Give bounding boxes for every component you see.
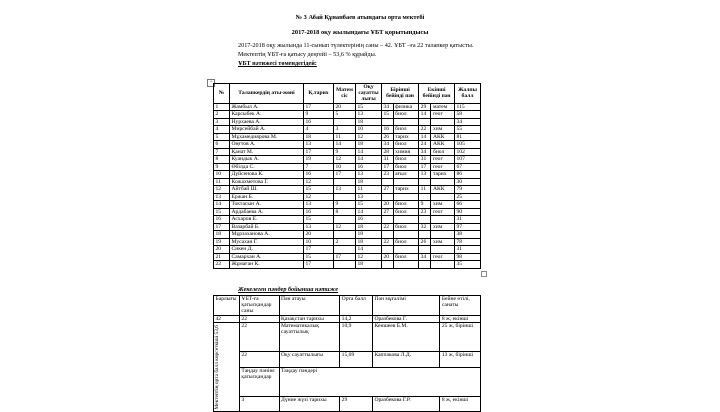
math-score: 9 [334,148,356,156]
row-no: 8 [214,156,230,164]
experience-value: 8 ж, екінші [440,315,481,322]
profile1-score: 20 [382,253,394,261]
profile1-subject [393,118,418,126]
history-score: 16 [304,118,334,126]
student-name: Дүйсенова К. [230,171,304,179]
profile1-score [382,216,394,224]
student-row [214,231,481,239]
profile2-subject: тарих [431,171,455,179]
profile2-subject: хим [431,223,455,231]
total-score: 31 [455,246,481,254]
reading-score: 16 [356,163,382,171]
row-no: 15 [214,208,230,216]
subject-table-header [214,296,481,316]
profile1-subject: биол [393,223,418,231]
history-score: 9 [304,111,334,119]
history-score: 13 [304,201,334,209]
profile1-subject: химия [393,148,418,156]
student-row [214,216,481,224]
row-no: 13 [214,193,230,201]
row-no: 16 [214,216,230,224]
profile2-subject: хим [431,201,455,209]
student-row [214,201,481,209]
student-row [214,186,481,194]
profile2-score: 26 [419,238,431,246]
profile2-subject [431,118,455,126]
student-row [214,156,481,164]
profile2-score: 23 [419,208,431,216]
profile2-score: 24 [419,141,431,149]
teacher-value: Оразбекова Г. [372,315,439,322]
reading-score: 13 [356,111,382,119]
subject-value: Дүние жүзі тарихы [279,396,340,412]
student-name: Вазарбай Б. [230,223,304,231]
student-row [214,103,481,111]
reading-score: 10 [356,126,382,134]
profile1-score [382,178,394,186]
profile2-subject: хим [431,238,455,246]
profile1-score: 23 [382,171,394,179]
reading-score: 12 [356,133,382,141]
col-math: Матем сіс [334,84,356,104]
student-row [214,253,481,261]
total-score: 105 [455,141,481,149]
history-score: 16 [304,171,334,179]
reading-score: 18 [356,238,382,246]
subject-value: Математикалық сауаттылық [279,322,340,351]
history-score: 15 [304,186,334,194]
profile2-subject [431,246,455,254]
total-score: 66 [455,201,481,209]
total-score: 58 [455,111,481,119]
reading-score: 13 [356,193,382,201]
col-name: Талапкердің аты-жөні [230,84,304,104]
reading-score: 18 [356,118,382,126]
history-score: 17 [304,103,334,111]
total-score: 98 [455,253,481,261]
chosen-subjects-row [214,367,481,396]
col-subject: Пән атауы [279,296,340,316]
total-score: 97 [455,223,481,231]
profile1-subject: биол [393,156,418,164]
profile1-score [382,193,394,201]
reading-score: 18 [356,141,382,149]
report-title: 2017-2018 оқу жылындағы ҰБТ қорытындысы [291,29,429,36]
teacher-value: Оразбекова Г.Р. [372,396,439,412]
history-score: 15 [304,253,334,261]
profile1-score: 17 [382,163,394,171]
profile2-subject: геог [431,208,455,216]
history-score: 20 [304,231,334,239]
math-score [334,231,356,239]
subject-row [214,396,481,412]
profile1-score [382,231,394,239]
profile2-subject [431,178,455,186]
history-score: 13 [304,223,334,231]
profile1-subject: физика [393,103,418,111]
profile2-score [419,216,431,224]
reading-score: 14 [356,156,382,164]
table-resize-handle[interactable] [481,271,487,277]
profile1-subject [393,216,418,224]
row-no: 17 [214,223,230,231]
profile2-score: 34 [419,253,431,261]
profile2-score: 32 [419,223,431,231]
student-name: Мусахан Г. [230,238,304,246]
results-subtitle: ҰБТ нәтижесі төмендегідей: [238,60,317,67]
profile1-subject: биол [393,163,418,171]
history-score: 17 [304,261,334,269]
col-no: № [214,84,230,104]
reading-score: 12 [356,253,382,261]
math-score: 9 [334,201,356,209]
total-score: 35 [455,261,481,269]
profile1-subject [393,261,418,269]
reading-score: 16 [356,216,382,224]
participants-value: 22 [239,322,279,351]
profile1-subject: биол [393,141,418,149]
profile2-score: 17 [419,163,431,171]
total-score: 67 [455,163,481,171]
student-name: Карсыбек А. [230,111,304,119]
history-score: 18 [304,133,334,141]
profile2-score: 14 [419,111,431,119]
school-avg-label: Мектептің орта балл көрсеткіші 53,6 [214,324,220,410]
profile2-subject: АКК [431,141,455,149]
math-score: 8 [334,208,356,216]
student-name: Нурхаева А. [230,118,304,126]
math-score [334,118,356,126]
total-score: 81 [455,133,481,141]
profile1-score: 20 [382,201,394,209]
avg-value: 14,2 [340,315,373,322]
total-students-value: 42 [214,315,240,322]
row-no: 2 [214,111,230,119]
teacher-value: Кеншеев Б.М. [372,322,439,351]
profile1-subject: биол [393,238,418,246]
student-row [214,193,481,201]
subject-results-title: Жекелеген пәндер бойынша нәтиже [238,286,339,293]
history-score: 7 [304,163,334,171]
row-no: 6 [214,141,230,149]
profile1-subject: биол [393,126,418,134]
profile2-subject: матем [431,103,455,111]
math-score: 3 [334,126,356,134]
profile2-score: 22 [419,126,431,134]
reading-score: 11 [356,186,382,194]
row-no: 5 [214,133,230,141]
total-score: 79 [455,186,481,194]
student-row [214,223,481,231]
student-name: Айтбай Ш. [230,186,304,194]
intro-line-2: Мектептің ҰБТ-ға қатысу деңгейі – 53,6 % құрайды. [238,51,377,58]
row-no: 3 [214,118,230,126]
col-total: Жалпы балл [455,84,481,104]
experience-value: 8 ж, екінші [440,396,481,412]
student-name: Мирсейбай А. [230,126,304,134]
history-score: 13 [304,141,334,149]
row-no: 10 [214,171,230,179]
student-name: Ержан Б. [230,193,304,201]
row-no: 1 [214,103,230,111]
math-score: 13 [334,186,356,194]
history-score: 10 [304,238,334,246]
total-score: 31 [455,216,481,224]
total-score: 55 [455,126,481,134]
math-score: 17 [334,171,356,179]
profile2-score: 11 [419,186,431,194]
student-row [214,133,481,141]
col-profile-1: Бірінші бейінді пән [382,84,419,104]
profile1-subject: ағыл [393,171,418,179]
math-score [334,193,356,201]
student-row [214,126,481,134]
profile1-score [382,118,394,126]
col-experience: Бейне өтілі, санаты [440,296,481,316]
profile1-subject: биол [393,208,418,216]
teacher-value: Каппакова Л.Д. [372,351,439,367]
participants-value: 3 [239,396,279,412]
results-table-header [214,84,481,104]
profile2-score: 13 [419,171,431,179]
reading-score: 14 [356,246,382,254]
avg-value: 15,09 [340,351,373,367]
school-title: № 3 Абай Құнанбаев атындағы орта мектебі [295,14,425,21]
profile2-subject: геог [431,156,455,164]
math-score: 11 [334,133,356,141]
math-score: 12 [334,223,356,231]
student-name: Оңғтов А. [230,141,304,149]
profile2-subject: геог [431,253,455,261]
row-no: 21 [214,253,230,261]
profile2-subject [431,216,455,224]
student-row [214,208,481,216]
math-score: 12 [334,156,356,164]
participants-value: 22 [239,351,279,367]
student-row [214,141,481,149]
profile2-subject: хим [431,126,455,134]
reading-score: 13 [356,171,382,179]
history-score: 12 [304,193,334,201]
row-no: 11 [214,178,230,186]
profile2-score [419,178,431,186]
profile1-subject: биол [393,111,418,119]
profile1-score: 22 [382,238,394,246]
total-score: 90 [455,208,481,216]
math-score [334,178,356,186]
col-total-students: Барлығы [214,296,240,316]
subject-row [214,322,481,351]
experience-value: 25 ж, бірінші [440,322,481,351]
profile2-score [419,231,431,239]
experience-value: 13 ж, бірінші [440,351,481,367]
col-profile-2: Екінші бейінді пән [419,84,455,104]
history-score: 12 [304,178,334,186]
student-name: Мұхамедиярова М. [230,133,304,141]
row-no: 19 [214,238,230,246]
profile2-score [419,261,431,269]
total-score: 38 [455,231,481,239]
school-avg-cell [214,322,240,412]
row-no: 18 [214,231,230,239]
profile1-score: 31 [382,156,394,164]
row-no: 9 [214,163,230,171]
subject-value: Қазақстан тарихы [279,315,340,322]
reading-score: 15 [356,201,382,209]
profile1-score: 27 [382,208,394,216]
profile2-score [419,193,431,201]
total-score: 25 [455,193,481,201]
student-row [214,171,481,179]
student-name: Жұмаған К. [230,261,304,269]
student-name: Ардабаева А. [230,208,304,216]
total-score: 30 [455,178,481,186]
profile1-subject: тарих [393,186,418,194]
col-teacher: Пән мұғалімі [372,296,439,316]
subject-row [214,351,481,367]
col-reading: Оқу сауатты лығы [356,84,382,104]
row-no: 12 [214,186,230,194]
chosen-subjects-header: Таңдау пәндері [279,367,480,396]
profile2-score: 9 [419,201,431,209]
math-score [334,261,356,269]
profile2-subject: геог [431,163,455,171]
reading-score: 18 [356,261,382,269]
math-score: 20 [334,103,356,111]
profile1-score: 16 [382,126,394,134]
math-score [334,246,356,254]
math-score [334,216,356,224]
total-score: 78 [455,238,481,246]
col-history: Қ.тарих [304,84,334,104]
profile2-score [419,118,431,126]
reading-score: 14 [356,208,382,216]
profile2-score: 31 [419,156,431,164]
row-no: 22 [214,261,230,269]
profile1-score: 26 [382,133,394,141]
profile1-subject [393,246,418,254]
col-participants: ҰБТ-ға қатысқандар саны [239,296,279,316]
math-score: 14 [334,141,356,149]
profile1-subject: тарих [393,133,418,141]
math-score: 2 [334,238,356,246]
student-name: Кожахметова Г. [230,178,304,186]
profile1-score: 22 [382,223,394,231]
total-score: 107 [455,156,481,164]
student-row [214,246,481,254]
profile1-score [382,261,394,269]
chosen-participants-label: Таңдау пәнінє қатысқандар [239,367,279,396]
profile1-score: 28 [382,148,394,156]
profile1-score: 15 [382,111,394,119]
reading-score: 18 [356,231,382,239]
avg-value: 29 [340,396,373,412]
profile1-score [382,246,394,254]
profile2-subject [431,193,455,201]
col-avg: Орта балл [340,296,373,316]
student-row [214,118,481,126]
profile2-subject [431,231,455,239]
student-row [214,148,481,156]
student-row [214,111,481,119]
student-row [214,163,481,171]
table-move-handle-icon[interactable]: + [207,79,215,87]
history-score: 16 [304,208,334,216]
profile1-subject: биол [393,253,418,261]
student-name: Мұрзаханова А. [230,231,304,239]
profile2-subject [431,261,455,269]
subject-results-table [213,295,481,412]
profile2-subject: АКК [431,186,455,194]
reading-score: 15 [356,103,382,111]
row-no: 14 [214,201,230,209]
profile2-subject: биол [431,148,455,156]
results-table [213,83,481,269]
reading-score: 18 [356,178,382,186]
profile1-subject [393,231,418,239]
profile2-score [419,246,431,254]
profile2-subject: геог [431,111,455,119]
reading-score: 14 [356,148,382,156]
profile1-subject [393,193,418,201]
total-score: 102 [455,148,481,156]
math-score: 5 [334,111,356,119]
math-score: 10 [334,163,356,171]
student-name: Өбілда С. [230,163,304,171]
student-name: Самархан А. [230,253,304,261]
profile2-subject: АКК [431,133,455,141]
profile2-score: 34 [419,148,431,156]
student-row [214,178,481,186]
student-row [214,261,481,269]
student-name: Жамбыл А. [230,103,304,111]
history-score: 4 [304,126,334,134]
intro-line-1: 2017-2018 оқу жылында 11-сынып түлектерінің саны – 42. ҰБТ –ға 22 талапкер қатысты. [238,42,474,49]
subject-row [214,315,481,322]
row-no: 7 [214,148,230,156]
total-score: 86 [455,171,481,179]
student-name: Қанат М. [230,148,304,156]
student-name: Асхаров Е. [230,216,304,224]
history-score: 15 [304,216,334,224]
profile1-subject [393,178,418,186]
profile2-score: 29 [419,103,431,111]
participants-value: 22 [239,315,279,322]
reading-score: 18 [356,223,382,231]
history-score: 19 [304,156,334,164]
profile2-score: 14 [419,133,431,141]
history-score: 17 [304,246,334,254]
avg-value: 10,9 [340,322,373,351]
profile1-subject: биол [393,201,418,209]
student-name: Сикен Д. [230,246,304,254]
profile1-score: 34 [382,103,394,111]
student-row [214,238,481,246]
student-name: Токтасын А. [230,201,304,209]
profile1-score: 27 [382,186,394,194]
row-no: 4 [214,126,230,134]
history-score: 17 [304,148,334,156]
math-score: 17 [334,253,356,261]
total-score: 115 [455,103,481,111]
row-no: 20 [214,246,230,254]
profile1-score: 34 [382,141,394,149]
student-name: Куандык А. [230,156,304,164]
total-score: 34 [455,118,481,126]
subject-value: Оқу сауаттылығы [279,351,340,367]
